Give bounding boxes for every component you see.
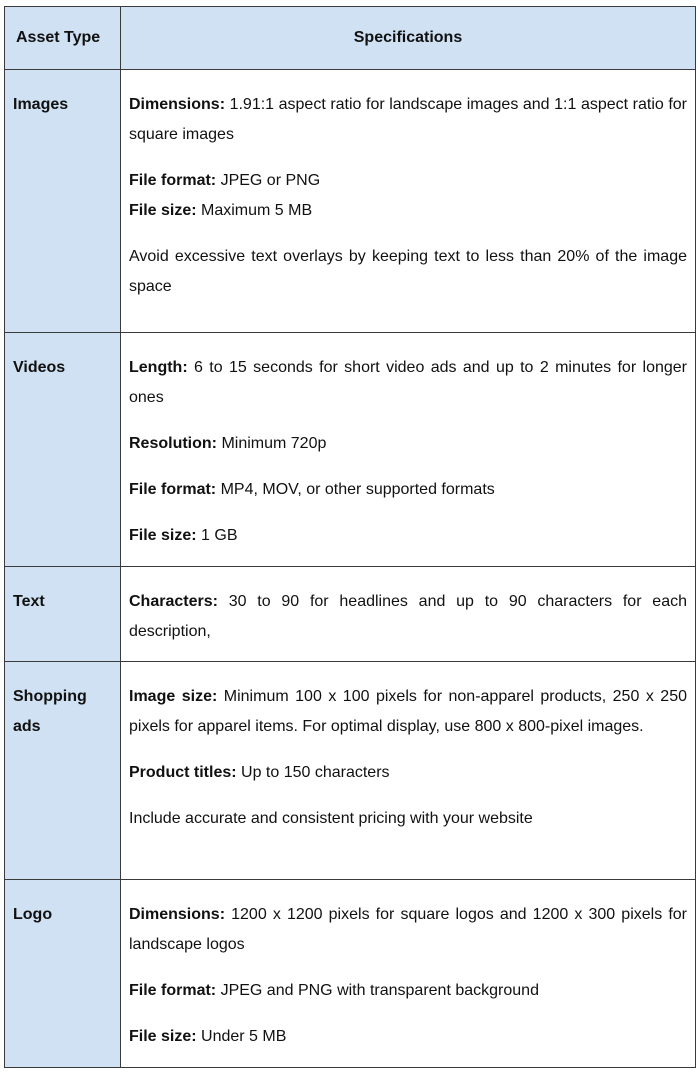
spec-line [129,682,687,742]
spec-cell [121,880,696,1068]
header-specifications: Specifications [121,7,696,70]
asset-type-cell: Shopping ads [5,662,121,880]
spec-text: 30 to 90 for headlines and up to 90 characters for each description, [129,593,687,640]
spec-line [129,1022,687,1052]
spec-text: JPEG and PNG with transparent background [216,982,539,999]
spec-line [129,804,687,834]
spec-line [129,976,687,1006]
spec-text: Maximum 5 MB [196,202,313,219]
spec-label: Resolution: [129,435,217,452]
table-row-logo [5,880,696,1068]
spec-label: Product titles: [129,764,237,781]
spec-line [129,353,687,413]
table-row-text [5,567,696,662]
spec-label: File size: [129,527,197,544]
spec-text: 1 GB [196,527,238,544]
spec-cell [121,333,696,567]
spec-line [129,166,687,196]
spec-cell [121,70,696,333]
asset-type-cell: Videos [5,333,121,567]
asset-type-cell: Images [5,70,121,333]
table-row-videos [5,333,696,567]
spec-text: Minimum 100 x 100 pixels for non-apparel products, 250 x 250 pixels for apparel items. For optimal display, use 800 x 800-pixel images. [129,688,687,735]
table-row-images [5,70,696,333]
spec-text: JPEG or PNG [216,172,321,189]
spec-label: Dimensions: [129,96,226,113]
spec-cell [121,662,696,880]
spec-label: File format: [129,982,217,999]
asset-type-cell: Logo [5,880,121,1068]
spec-line [129,196,687,226]
spec-line [129,521,687,551]
spec-line [129,900,687,960]
spec-line [129,758,687,788]
spec-label: Image size: [129,688,218,705]
spec-label: File format: [129,481,217,498]
spec-text: MP4, MOV, or other supported formats [216,481,495,498]
spec-label: Dimensions: [129,906,226,923]
spec-text: Include accurate and consistent pricing with your website [129,810,533,827]
spec-label: File size: [129,202,197,219]
asset-spec-table [4,6,696,1068]
asset-type-cell: Text [5,567,121,662]
spec-label: File size: [129,1028,197,1045]
header-row [5,7,696,70]
spec-text: 1200 x 1200 pixels for square logos and 1200 x 300 pixels for landscape logos [129,906,687,953]
spec-line [129,242,687,302]
spec-label: Characters: [129,593,218,610]
spec-line [129,475,687,505]
spec-text: Up to 150 characters [236,764,390,781]
spec-text: Under 5 MB [196,1028,287,1045]
spec-text: 6 to 15 seconds for short video ads and up to 2 minutes for longer ones [129,359,687,406]
spec-line [129,429,687,459]
spec-text: Minimum 720p [217,435,327,452]
spec-cell [121,567,696,662]
spec-line [129,90,687,150]
spec-text: 1.91:1 aspect ratio for landscape images and 1:1 aspect ratio for square images [129,96,687,143]
spec-label: File format: [129,172,217,189]
spec-text: Avoid excessive text overlays by keeping text to less than 20% of the image space [129,248,687,295]
spec-line [129,587,687,647]
header-asset-type: Asset Type [5,7,121,70]
table-row-shopping-ads [5,662,696,880]
spec-label: Length: [129,359,188,376]
